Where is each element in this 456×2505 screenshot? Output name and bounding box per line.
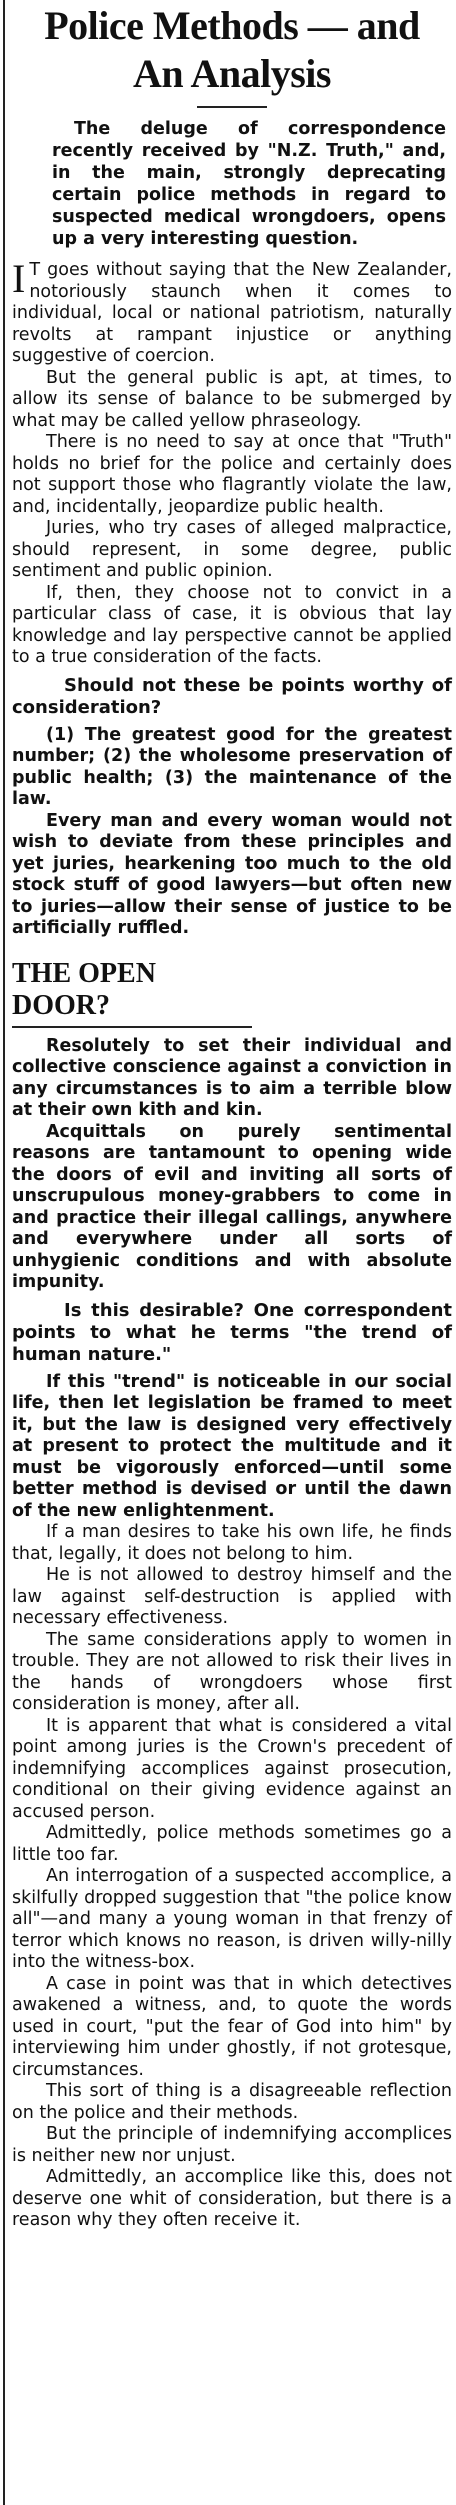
article-standfirst <box>52 118 446 250</box>
headline-line-2: An Analysis <box>133 51 331 96</box>
body-paragraph-after-points: Every man and every woman would not wish to deviate from these principles and yet juries, hearkening too much to the old stock stuff of good lawyers—but often new to juries—allow their sense of justice to be artificially ruffled. <box>12 810 452 938</box>
article-headline <box>12 2 452 98</box>
body-paragraph-12: This sort of thing is a disagreeable reflection on the police and their methods. <box>12 2081 452 2123</box>
section-paragraph-trend: If this "trend" is noticeable in our social life, then let legislation be framed to meet it, but the law is designed very effectively at present to protect the multitude and it must be vigorously enforced—until some better method is devised or until the dawn of the new enlightenment. <box>12 1371 452 1521</box>
body-paragraph-11: A case in point was that in which detectives awakened a witness, and, to quote the words used in court, "put the fear of God into him" by interviewing him under ghostly, if not grotesque, circumstances. <box>12 1973 452 2080</box>
subhead-desirable: Is this desirable? One correspondent points to what he terms "the trend of human nature." <box>12 1299 452 1365</box>
subhead-points: Should not these be points worthy of consideration? <box>12 674 452 718</box>
section-bold-paragraph-2: Acquittals on purely sentimental reasons are tantamount to opening wide the doors of evil and inviting all sorts of unscrupulous money-grabbers to come in and practice their illegal callings, anywhere and everywhere under all sorts of unhygienic conditions and with absolute impunity. <box>12 1121 452 1292</box>
body-paragraph-3: There is no need to say at once that "Truth" holds no brief for the police and certainly does not support those who flagrantly violate the law, and, incidentally, jeopardize public health. <box>12 432 452 517</box>
body-paragraph-10: An interrogation of a suspected accomplice, a skilfully dropped suggestion that "the police know all"—and many a young woman in that frenzy of terror which knows no reason, is driven willy-nilly into the witness-box. <box>12 1866 452 1972</box>
section-bold-paragraph-1: Resolutely to set their individual and collective conscience against a conviction in any circumstances is to aim a terrible blow at their own kith and kin. <box>12 1035 452 1120</box>
body-paragraph-14: Admittedly, an accomplice like this, does not deserve one whit of consideration, but there is a reason why they often receive it. <box>12 2167 452 2230</box>
body-paragraph-9: Admittedly, police methods sometimes go a little too far. <box>12 1823 452 1865</box>
body-paragraph-6: He is not allowed to destroy himself and the law against self-destruction is applied with necessary effectiveness. <box>12 1565 452 1628</box>
points-list: (1) The greatest good for the greatest number; (2) the wholesome preservation of public health; (3) the maintenance of the law. <box>12 724 452 809</box>
body-paragraph-2: But the general public is apt, at times, to allow its sense of balance to be submerged by what may be called yellow phraseology. <box>12 367 452 431</box>
section-heading: THE OPEN DOOR? <box>12 958 252 1028</box>
body-paragraph-5: If, then, they choose not to convict in a particular class of case, it is obvious that lay knowledge and lay perspective cannot be applied to a true consideration of the facts. <box>12 582 452 667</box>
body-paragraph-4: Juries, who try cases of alleged malpractice, should represent, in some degree, public sentiment and public opinion. <box>12 518 452 581</box>
body-paragraph-13: But the principle of indemnifying accomplices is neither new nor unjust. <box>12 2124 452 2166</box>
headline-divider <box>197 106 267 108</box>
body-paragraph-8: It is apparent that what is considered a vital point among juries is the Crown's precedent of indemnifying accomplices against prosecution, conditional on their giving evidence against an accused person. <box>12 1715 452 1822</box>
standfirst-text: The deluge of correspondence recently received by "N.Z. Truth," and, in the main, strongly deprecating certain police methods in regard to suspected medical wrongdoers, opens up a very interesting question. <box>52 119 446 249</box>
headline-line-1: Police Methods — and <box>44 3 420 48</box>
section-paragraph-own-life: If a man desires to take his own life, he finds that, legally, it does not belong to him. <box>12 1522 452 1564</box>
body-paragraph-1: IT goes without saying that the New Zealander, notoriously staunch when it comes to individual, local or national patriotism, naturally revolts at rampant injustice or anything suggestive of coercion. <box>12 256 452 366</box>
body-paragraph-7: The same considerations apply to women in trouble. They are not allowed to risk their lives in the hands of wrongdoers whose first consideration is money, after all. <box>12 1629 452 1714</box>
